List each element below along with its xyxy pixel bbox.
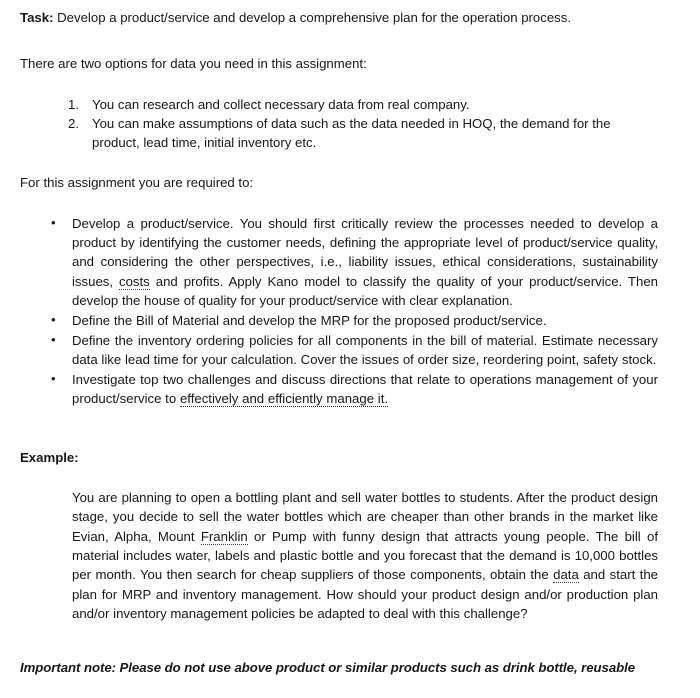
list-item [20, 214, 658, 310]
spellcheck-flagged-phrase: effectively and efficiently manage it. [179, 390, 389, 406]
example-text-part3: and start the plan for MRP and inventory management. How should your product design and/or production plan and/or inventory management policies be adapted to deal with this challenge? [72, 567, 658, 621]
list-item [20, 331, 658, 370]
important-note: Important note: Please do not use above product or similar products such as drink bottle, reusable [20, 660, 636, 676]
spacer-after-options-intro [20, 74, 658, 95]
list-item: You can make assumptions of data such as the data needed in HOQ, the demand for the product, lead time, initial inventory etc. [92, 115, 611, 151]
list-item: You can research and collect necessary data from real company. [92, 96, 470, 112]
spacer-before-example [20, 436, 658, 448]
requirement-text-part1: Define the Bill of Material and develop the MRP for the proposed product/service. [72, 312, 547, 328]
example-heading: Example: [20, 449, 79, 465]
spacer-after-required-intro [20, 193, 658, 214]
spacer-after-task [20, 27, 658, 54]
options-list [20, 95, 658, 153]
required-intro: For this assignment you are required to: [20, 175, 254, 191]
task-label: Task: [20, 10, 54, 25]
spellcheck-flagged-word: costs [119, 273, 150, 289]
spacer-before-note [20, 650, 658, 658]
requirements-list [20, 214, 658, 408]
task-text: Develop a product/service and develop a comprehensive plan for the operation process. [53, 10, 572, 25]
spacer-after-example-heading [20, 467, 658, 488]
example-text-part1: You are planning to open a bottling plant and sell water bottles to students. After the product design stage, you decide to sell the water bottles which are cheaper than other brands in the market like Evian, Alpha, Mount [72, 490, 658, 544]
top-spacer [20, 0, 658, 8]
spacer-after-example [20, 623, 658, 650]
spellcheck-flagged-word: Franklin [200, 528, 248, 544]
task-paragraph [20, 8, 658, 27]
requirement-text-part1: Develop a product/service. You should first critically review the processes needed to develop a product by identifying the customer needs, defining the appropriate level of product/service quality, and considering the other perspectives, i.e., liability issues, ethical considerations, sustainability issues, [72, 215, 658, 289]
spacer-after-requirements [20, 409, 658, 436]
spacer-after-options-list [20, 152, 658, 173]
requirement-text-part1: Define the inventory ordering policies for all components in the bill of material. Estimate necessary data like lead time for your calculation. Cover the issues of order size, reordering point, safety stock. [72, 332, 658, 367]
example-text-part2: or Pump with funny design that attracts young people. The bill of material includes water, labels and plastic bottle and you forecast that the demand is 10,000 bottles per month. You then search for cheap suppliers of those components, obtain the [72, 528, 658, 583]
options-intro: There are two options for data you need in this assignment: [20, 56, 367, 72]
spellcheck-flagged-word: data [553, 567, 579, 583]
list-item [20, 370, 658, 409]
list-item [20, 311, 658, 330]
requirement-text-part1: Investigate top two challenges and discuss directions that relate to operations management of your product/service to [72, 371, 658, 406]
requirement-text-part2: and profits. Apply Kano model to classify the quality of your product/service. Then develop the house of quality for your product/service with clear explanation. [72, 273, 658, 308]
example-body [72, 488, 658, 623]
